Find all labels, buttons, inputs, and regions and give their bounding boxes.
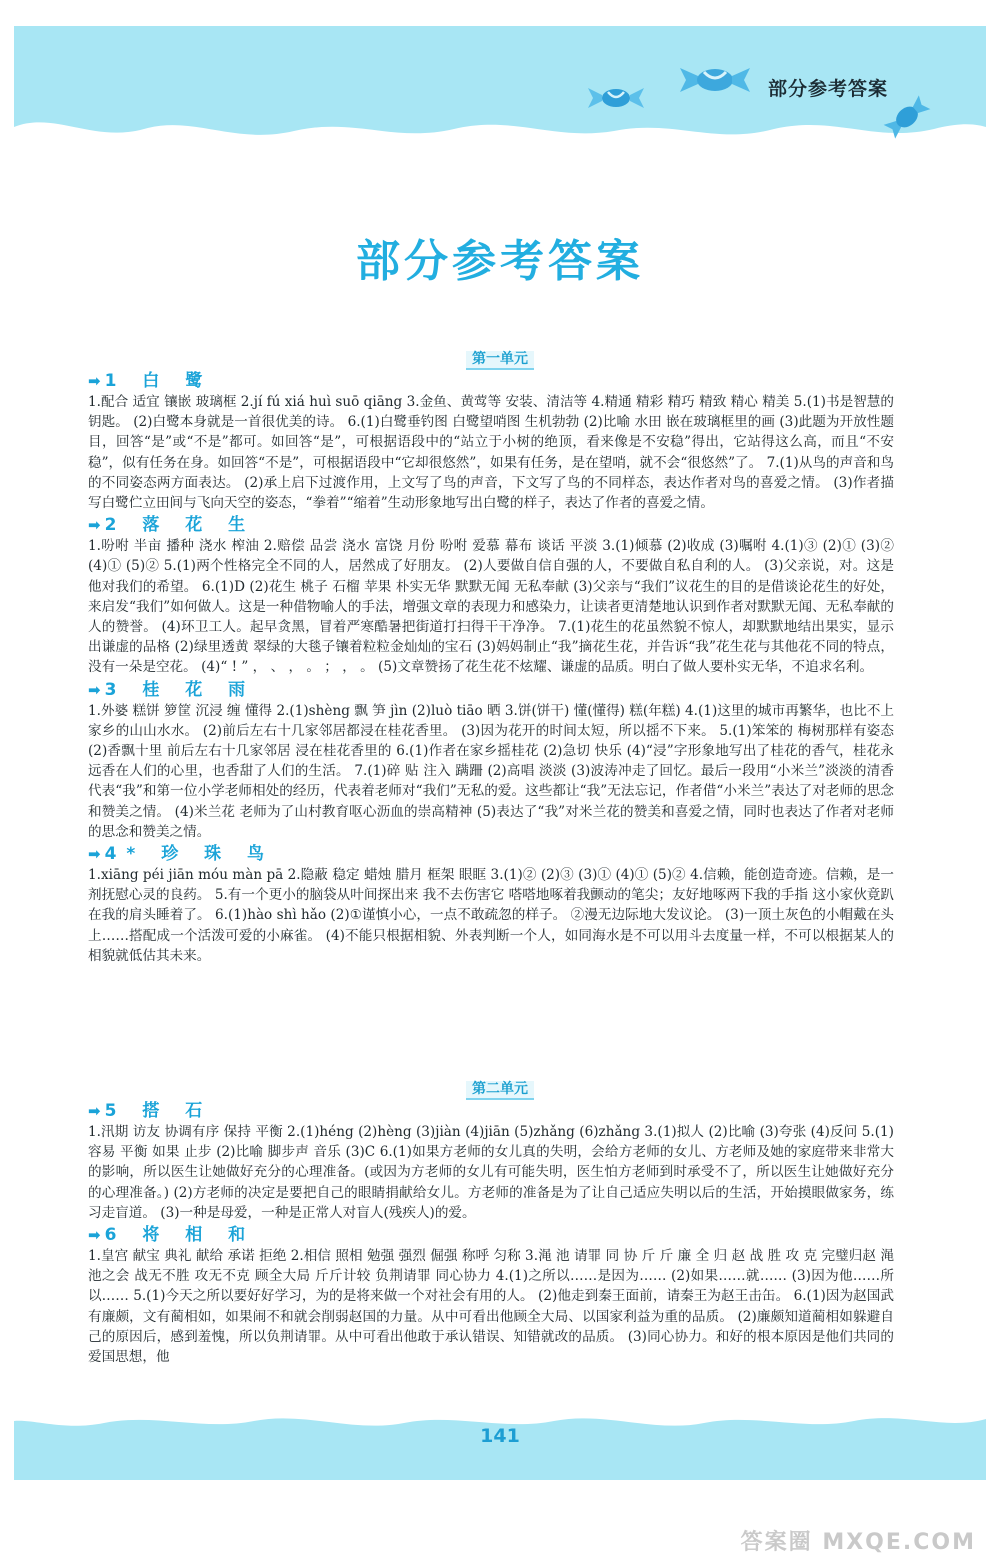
arrow-right-icon: ➡: [88, 845, 101, 864]
candy-icon: [676, 62, 754, 102]
unit-1-content: [88, 369, 894, 966]
arrow-right-icon: ➡: [88, 372, 101, 390]
arrow-right-icon: ➡: [88, 516, 101, 535]
lesson-heading: ➡ 4* 珍 珠 鸟: [88, 844, 275, 865]
lesson-answers: 1.皇宫 献宝 典礼 献给 承诺 拒绝 2.相信 照相 勉强 强烈 倔强 称呼 匀称 3.渑 池 请罪 同 协 斤 斤 廉 全 归 赵 战 胜 攻 克 完璧归赵 渑池之会 战无不胜 攻无不克 顾全大局 斤斤计较 负荆请罪 同心协力 4.(1)之所以……是因为…… (2)如果……就…… (3)因为他……所以…… 5.(1)今天之所以要好好学习，为的是将来做一个对社会有用的人。 (2)他走到秦王面前，请秦王为赵王击缶。 6.(1)因为赵国武有廉颇，文有蔺相如，如果闹不和就会削弱赵国的力量。从中可看出他顾全大局、以国家利益为重的品质。 (2)廉颇知道蔺相如躲避自己的原因后，感到羞愧，所以负荆请罪。从中可看出他敢于承认错误、知错就改的品质。 (3)同心协力。和好的根本原因是他们共同的爱国思想，他: [88, 1248, 894, 1366]
wave-edge-top: [14, 109, 986, 149]
page-title: 部分参考答案: [356, 236, 644, 287]
lesson-heading: ➡ 2 落 花 生: [88, 515, 256, 536]
lesson-heading: ➡ 5 搭 石: [88, 1101, 213, 1121]
lesson-answers: 1.xiāng péi jiān móu màn pā 2.隐蔽 稳定 蜡烛 腊月 框架 眼眶 3.(1)② (2)③ (3)① (4)① (5)② 4.信赖，能创造奇迹。信赖，是一剂抚慰心灵的良药。 5.有一个更小的脑袋从叶间探出来 我不去伤害它 嗒嗒地啄着我颤动的笔尖；友好地啄两下我的手指 这小家伙竟趴在我的肩头睡着了。 6.(1)hào shì hǎo (2)①谨慎小心，一点不敢疏忽的样子。 ②漫无边际地大发议论。 (3)一顶土灰色的小帽戴在头上……搭配成一个活泼可爱的小麻雀。 (4)不能只根据相貌、外表判断一个人，如同海水是不可以用斗去度量一样，不可以根据某人的相貌就低估其未来。: [88, 867, 894, 964]
candy-icon: [882, 92, 932, 146]
lesson-heading: ➡ 3 桂 花 雨: [88, 679, 256, 700]
header-label: 部分参考答案: [767, 78, 888, 100]
unit-heading: 第一单元: [0, 348, 1000, 368]
arrow-right-icon: ➡: [88, 680, 101, 699]
lesson-answers: 1.外婆 糕饼 箩筐 沉浸 缠 懂得 2.(1)shèng 飘 笋 jìn (2)luò tiāo 晒 3.饼(饼干) 懂(懂得) 糕(年糕) 4.(1)这里的城市再繁华，也比不上家乡的山山水水。 (2)前后左右十几家邻居都浸在桂花香里。 (3)因为花开的时间太短，所以摇不下来。 5.(1)笨笨的 梅树那样有姿态 (2)香飘十里 前后左右十几家邻居 浸在桂花香里的 6.(1)作者在家乡摇桂花 (2)急切 快乐 (4)“浸”字形象地写出了桂花的香气，桂花永远香在人们的心里，也香甜了人们的生活。 7.(1)碎 贴 注入 蹒跚 (2)高唱 淡淡 (3)波涛冲走了回忆。最后一段用“小米兰”淡淡的清香代表“我”和第一位小学老师相处的经历，代表着老师对“我们”无私的爱。这些都让“我”无法忘记，作者借“小米兰”表达了对老师的思念和赞美之情。 (4)米兰花 老师为了山村教育呕心沥血的崇高精神 (5)表达了“我”对米兰花的赞美和喜爱之情，同时也表达了作者对老师的思念和赞美之情。: [88, 702, 894, 840]
candy-icon: [586, 84, 646, 116]
lesson-heading: ➡ 6 将 相 和: [88, 1225, 256, 1246]
arrow-right-icon: ➡: [88, 1102, 101, 1120]
arrow-right-icon: ➡: [88, 1226, 101, 1245]
lesson-heading: ➡ 1 白 鹭: [88, 371, 213, 391]
lesson-answers: 1.汛期 访友 协调有序 保持 平衡 2.(1)héng (2)hèng (3)jiàn (4)jiān (5)zhǎng (6)zhǎng 3.(1)拟人 (2)比喻 (3)夸张 (4)反问 5.(1)容易 平衡 如果 止步 (2)比喻 脚步声 音乐 (3)C 6.(1)如果方老师的女儿真的失明，会给方老师的女儿、方老师及她的家庭带来非常大的影响，所以医生让她做好充分的心理准备。(或因为方老师的女儿有可能失明，医生怕方老师到时承受不了，所以医生让她做好充分的心理准备。) (2)方老师的决定是要把自己的眼睛捐献给女儿。方老师的准备是为了让自己适应失明以后的生活，开始摸眼做家务，练习走盲道。 (3)一种是母爱，一种是正常人对盲人(残疾人)的爱。: [88, 1124, 894, 1221]
lesson-answers: 1.配合 适宜 镶嵌 玻璃框 2.jí fú xiá huì suō qiāng 3.金鱼、黄莺等 安装、清洁等 4.精通 精彩 精巧 精致 精心 精美 5.(1)书是智慧的钥匙。 (2)白鹭本身就是一首很优美的诗。 6.(1)白鹭垂钓图 白鹭望哨图 生机勃勃 (2)比喻 水田 嵌在玻璃框里的画 (3)此题为开放性题目，回答“是”或“不是”都可。如回答“是”，可根据语段中的“站立于小树的绝顶，看来像是不安稳”得出，它站得这么高，而且“不安稳”，似有任务在身。如回答“不是”，可根据语段中“它却很悠然”，如果有任务，是在望哨，就不会“很悠然”了。 7.(1)从鸟的声音和鸟的不同姿态两方面表达。 (2)承上启下过渡作用，上文写了鸟的声音，下文写了鸟的不同样态，表达作者对鸟的喜爱之情。 (3)作者描写白鹭伫立田间与飞向天空的姿态，“拳着”“缩着”生动形象地写出白鹭的样子，表达了作者的喜爱之情。: [88, 394, 894, 512]
watermark: 答案圈 MXQE.COM: [740, 1530, 976, 1555]
unit-heading: 第二单元: [0, 1078, 1000, 1098]
page-number: 141: [480, 1425, 520, 1447]
unit-2-content: [88, 1099, 894, 1367]
lesson-answers: 1.吩咐 半亩 播种 浇水 榨油 2.赔偿 品尝 浇水 富饶 月份 吩咐 爱慕 幕布 谈话 平淡 3.(1)倾慕 (2)收成 (3)嘱咐 4.(1)③ (2)① (3)② (4)① (5)② 5.(1)两个性格完全不同的人，居然成了好朋友。 (2)人要做自信自强的人，不要做自私自利的人。 (3)父亲说，对。这是他对我们的希望。 6.(1)D (2)花生 桃子 石榴 苹果 朴实无华 默默无闻 无私奉献 (3)父亲与“我们”议花生的目的是借谈论花生的好处，来启发“我们”如何做人。这是一种借物喻人的手法，增强文章的表现力和感染力，让读者更清楚地认识到作者对默默无闻、无私奉献的人的赞誉。 (4)环卫工人。起早贪黑，冒着严寒酷暑把街道打扫得干干净净。 7.(1)花生的花虽然貌不惊人，却默默地结出果实，显示出谦虚的品格 (2)绿里透黄 翠绿的大毯子镶着粒粒金灿灿的宝石 (3)妈妈制止“我”摘花生花，并告诉“我”花生花与其他花不同的特点，没有一朵是空花。 (4)“ ! ” ， 、 ， 。 ； ， 。 (5)文章赞扬了花生花不炫耀、谦虚的品质。明白了做人要朴实无华，不追求名利。: [88, 538, 894, 676]
